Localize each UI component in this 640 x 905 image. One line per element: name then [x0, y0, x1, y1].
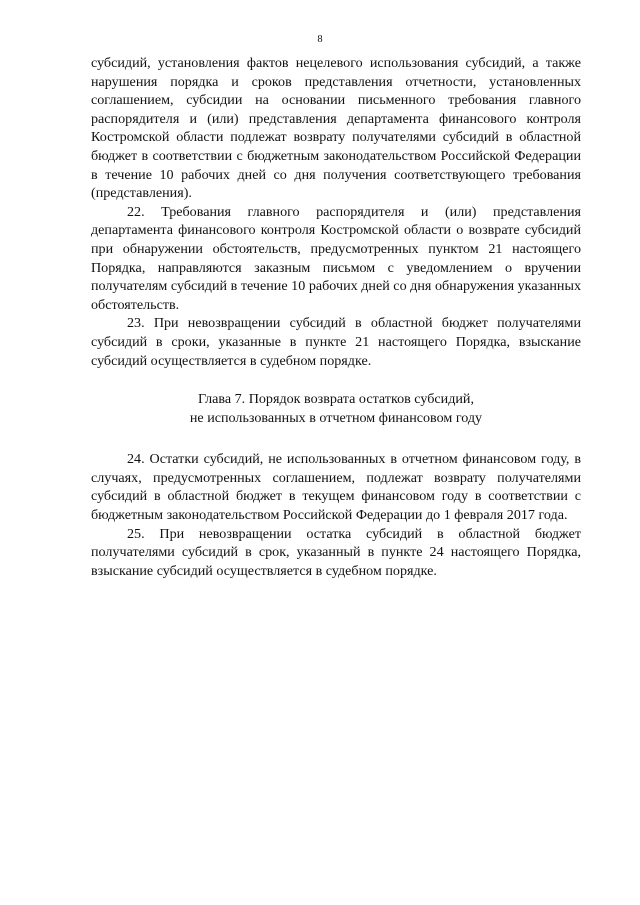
paragraph-continued: субсидий, установления фактов нецелевого использования субсидий, а также нарушения порядка и сроков представления отчетности, установленных соглашением, субсидии на основании письменного требования главного распорядителя и (или) представления департамента финансового контроля Костромской области подлежат возврату получателями субсидий в областной бюджет в соответствии с бюджетным законодательством Российской Федерации в течение 10 рабочих дней со дня получения соответствующего требования (представления). [91, 55, 581, 202]
paragraph-22: 22. Требования главного распорядителя и (или) представления департамента финансового контроля Костромской области о возврате субсидий при обнаружении обстоятельств, предусмотренных пунктом 21 настоящего Порядка, направляются заказным письмом с уведомлением о вручении получателям субсидий в течение 10 рабочих дней со дня обнаружения указанных обстоятельств. [91, 203, 581, 313]
page-number: 8 [317, 34, 323, 45]
document-body [91, 54, 581, 580]
chapter-heading-line-1: Глава 7. Порядок возврата остатков субсидий, [197, 391, 474, 408]
paragraph-24: 24. Остатки субсидий, не использованных в отчетном финансовом году, в случаях, предусмотренных соглашением, подлежат возврату получателями субсидий в областной бюджет в текущем финансовом году в соответствии с бюджетным законодательством Российской Федерации до 1 февраля 2017 года. [91, 451, 581, 524]
chapter-heading-line-2: не использованных в отчетном финансовом году [189, 409, 483, 426]
paragraph-23: 23. При невозвращении субсидий в областной бюджет получателями субсидий в сроки, указанные в пункте 21 настоящего Порядка, взыскание субсидий осуществляется в судебном порядке. [91, 315, 581, 369]
paragraph-25: 25. При невозвращении остатка субсидий в областной бюджет получателями субсидий в срок, указанный в пункте 24 настоящего Порядка, взыскание субсидий осуществляется в судебном порядке. [91, 525, 581, 579]
chapter-heading [91, 390, 581, 427]
